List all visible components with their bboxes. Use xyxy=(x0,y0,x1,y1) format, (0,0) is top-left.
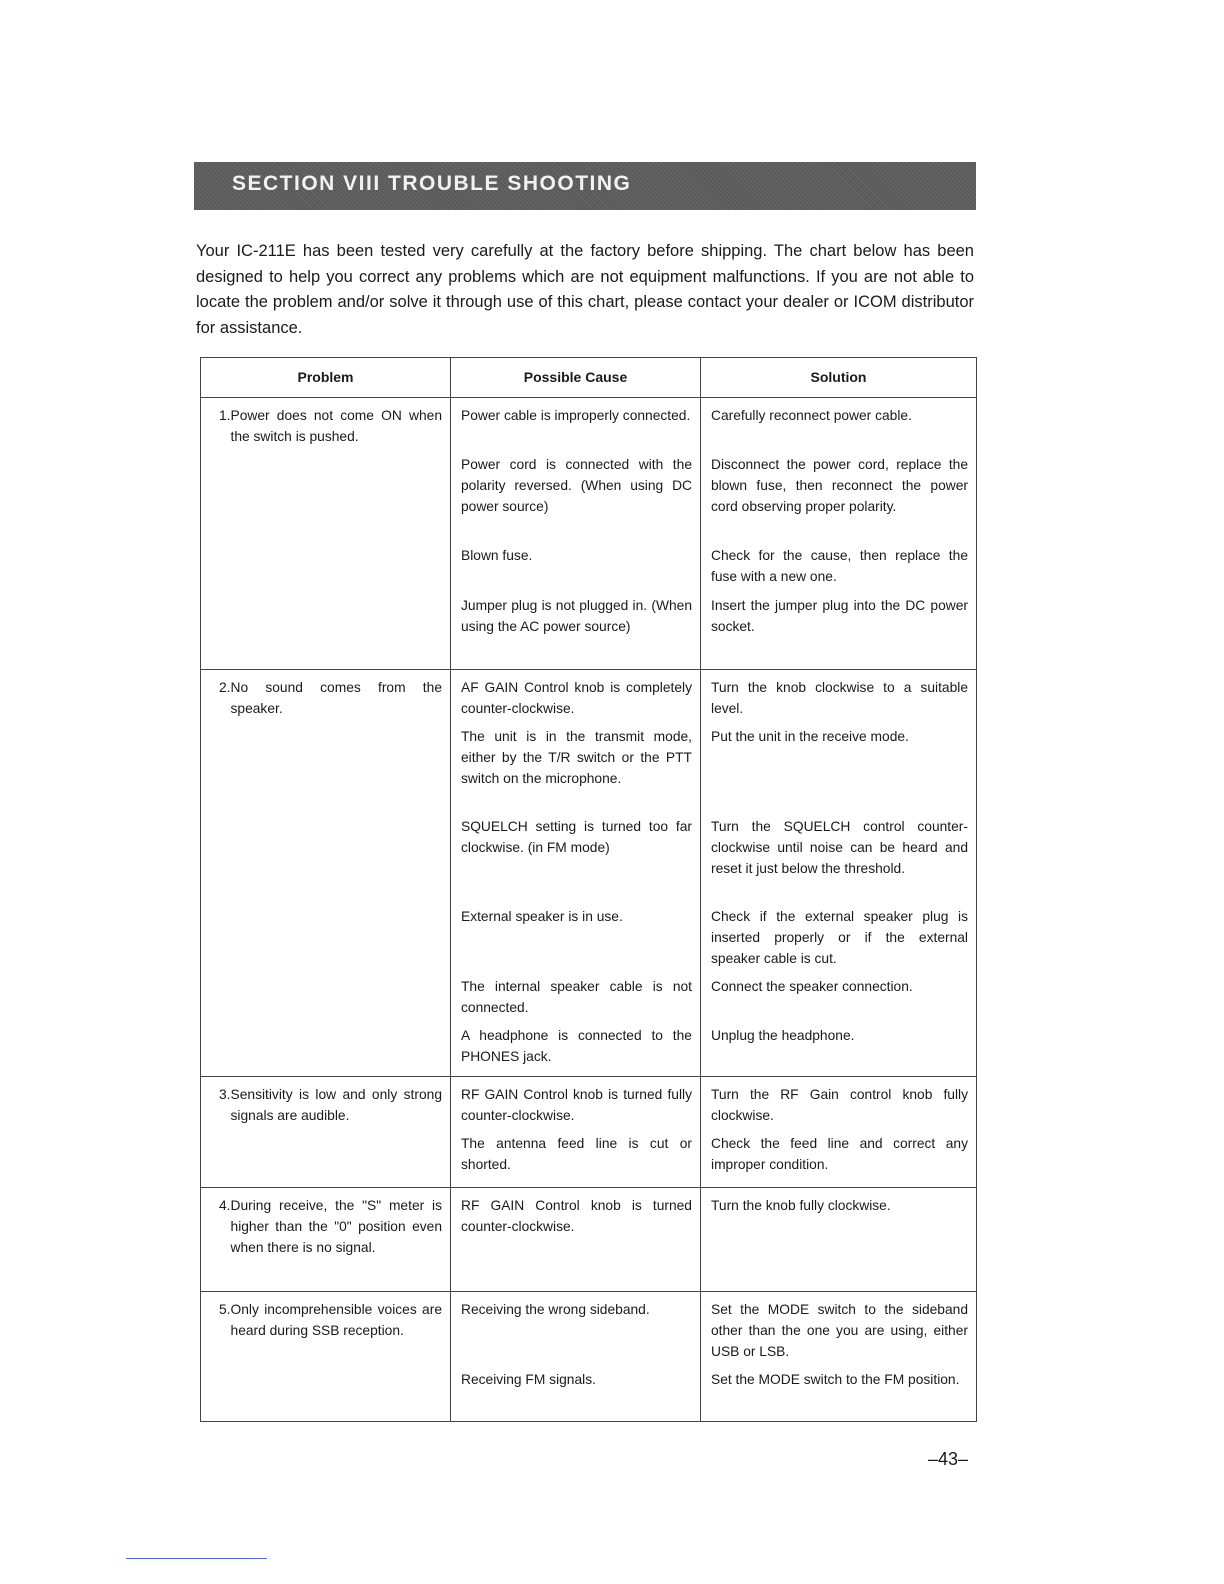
cause-item: AF GAIN Control knob is completely counter-clockwise. xyxy=(461,680,692,716)
cause-item: SQUELCH setting is turned too far clockwise. (in FM mode) xyxy=(461,819,692,855)
problem-text: During receive, the "S" meter is higher than the "0" position even when there is no signal. xyxy=(230,1198,442,1255)
solution-item: Check for the cause, then replace the fuse with a new one. xyxy=(711,548,968,584)
solution-item: Connect the speaker connection. xyxy=(711,979,913,994)
footer-rule xyxy=(126,1558,267,1559)
solution-item: Put the unit in the receive mode. xyxy=(711,729,909,744)
cause-item: The internal speaker cable is not connected. xyxy=(461,979,692,1015)
problem-number: 3. xyxy=(219,1087,231,1102)
solution-cell xyxy=(701,398,977,670)
problem-cell xyxy=(201,1077,451,1188)
table-row xyxy=(201,398,977,670)
problem-text: No sound comes from the speaker. xyxy=(230,680,442,716)
header-problem: Problem xyxy=(201,358,451,398)
problem-text: Power does not come ON when the switch is pushed. xyxy=(230,408,442,444)
solution-item: Carefully reconnect power cable. xyxy=(711,408,912,423)
cause-item: Power cable is improperly connected. xyxy=(461,408,691,423)
cause-cell xyxy=(451,398,701,670)
header-solution: Solution xyxy=(701,358,977,398)
problem-cell xyxy=(201,1292,451,1422)
solution-cell xyxy=(701,1292,977,1422)
cause-item: Receiving FM signals. xyxy=(461,1372,596,1387)
problem-cell xyxy=(201,670,451,1077)
problem-text: Sensitivity is low and only strong signals are audible. xyxy=(230,1087,442,1123)
table-row xyxy=(201,1292,977,1422)
problem-number: 1. xyxy=(219,408,231,423)
problem-number: 2. xyxy=(219,680,231,695)
problem-cell xyxy=(201,398,451,670)
cause-item: The antenna feed line is cut or shorted. xyxy=(461,1136,692,1172)
cause-item: Power cord is connected with the polarity reversed. (When using DC power source) xyxy=(461,457,692,514)
intro-paragraph: Your IC-211E has been tested very carefully at the factory before shipping. The chart below has been designed to help you correct any problems which are not equipment malfunctions. If you are not able to locate the problem and/or solve it through use of this chart, please contact your dealer or ICOM distributor for assistance. xyxy=(196,242,974,337)
problem-cell xyxy=(201,1188,451,1292)
cause-item: A headphone is connected to the PHONES jack. xyxy=(461,1028,692,1064)
solution-item: Check if the external speaker plug is inserted properly or if the external speaker cable is cut. xyxy=(711,909,968,966)
cause-item: RF GAIN Control knob is turned fully counter-clockwise. xyxy=(461,1087,692,1123)
solution-item: Check the feed line and correct any improper condition. xyxy=(711,1136,968,1172)
cause-cell xyxy=(451,1188,701,1292)
table-row xyxy=(201,670,977,1077)
cause-cell xyxy=(451,1292,701,1422)
solution-item: Unplug the headphone. xyxy=(711,1028,855,1043)
cause-item: Receiving the wrong sideband. xyxy=(461,1302,650,1317)
solution-item: Turn the SQUELCH control counter-clockwise until noise can be heard and reset it just below the threshold. xyxy=(711,819,968,876)
solution-item: Turn the RF Gain control knob fully clockwise. xyxy=(711,1087,968,1123)
section-banner xyxy=(194,162,976,210)
troubleshooting-table xyxy=(200,357,977,1422)
cause-item: Jumper plug is not plugged in. (When using the AC power source) xyxy=(461,598,692,634)
cause-item: Blown fuse. xyxy=(461,548,533,563)
solution-item: Set the MODE switch to the sideband other than the one you are using, either USB or LSB. xyxy=(711,1302,968,1359)
table-row xyxy=(201,1077,977,1188)
cause-item: The unit is in the transmit mode, either by the T/R switch or the PTT switch on the microphone. xyxy=(461,729,692,786)
section-title: SECTION VIII TROUBLE SHOOTING xyxy=(232,172,632,195)
solution-cell xyxy=(701,670,977,1077)
solution-item: Turn the knob fully clockwise. xyxy=(711,1198,891,1213)
solution-item: Insert the jumper plug into the DC power socket. xyxy=(711,598,968,634)
table-header-row xyxy=(201,358,977,398)
solution-item: Turn the knob clockwise to a suitable level. xyxy=(711,680,968,716)
cause-item: RF GAIN Control knob is turned counter-clockwise. xyxy=(461,1198,692,1234)
solution-cell xyxy=(701,1077,977,1188)
solution-item: Set the MODE switch to the FM position. xyxy=(711,1372,960,1387)
table-row xyxy=(201,1188,977,1292)
header-possible-cause: Possible Cause xyxy=(451,358,701,398)
cause-cell xyxy=(451,1077,701,1188)
solution-cell xyxy=(701,1188,977,1292)
problem-number: 4. xyxy=(219,1198,231,1213)
cause-item: External speaker is in use. xyxy=(461,909,623,924)
page-number: –43– xyxy=(928,1449,969,1469)
problem-number: 5. xyxy=(219,1302,231,1317)
cause-cell xyxy=(451,670,701,1077)
problem-text: Only incomprehensible voices are heard during SSB reception. xyxy=(230,1302,442,1338)
solution-item: Disconnect the power cord, replace the blown fuse, then reconnect the power cord observing proper polarity. xyxy=(711,457,968,514)
